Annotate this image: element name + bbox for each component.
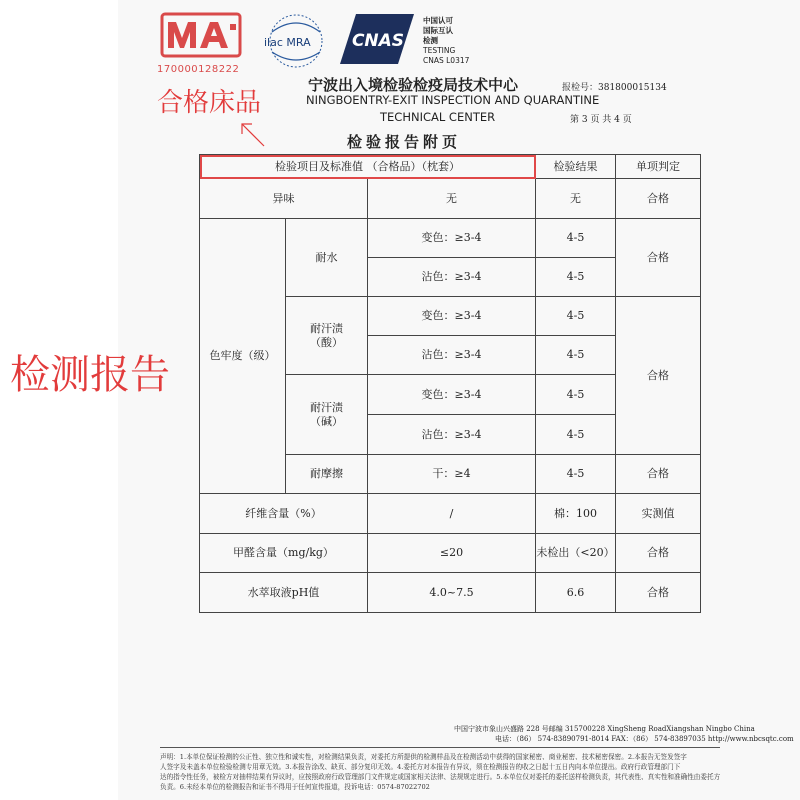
cert-line-2: 国际互认 [423,26,453,35]
cell-water-label: 耐水 [286,219,368,297]
cell-fiber-judgement: 实测值 [616,494,701,534]
cell-fiber-result: 棉：100 [536,494,616,534]
alkali-label-line-2: （碱） [310,414,343,428]
footer-address: 中国宁波市象山兴盛路 228 号邮编 315700228 XingSheng RoadXiangshan Ningbo China [454,725,755,733]
table-row [200,179,701,219]
cell-water-stain: 沾色：≥3-4 [368,258,536,297]
cell-acid-change-result: 4-5 [536,297,616,336]
report-title: 检验报告附页 [346,133,461,151]
institution-name-en-2: TECHNICAL CENTER [380,110,496,124]
cma-number: 170000128222 [157,64,240,75]
cell-alkali-change-result: 4-5 [536,375,616,415]
institution-name-cn: 宁波出入境检验检疫局技术中心 [308,76,519,94]
cell-sweat-judgement: 合格 [616,297,701,455]
alkali-label-line-1: 耐汗渍 [310,400,343,414]
page-info: 第 3 页 共 4 页 [570,115,632,125]
cell-water-change: 变色：≥3-4 [368,219,536,258]
cell-fiber-standard: / [368,494,536,534]
cell-alkali-stain: 沾色：≥3-4 [368,415,536,455]
cell-formaldehyde-judgement: 合格 [616,534,701,573]
cell-formaldehyde-result: 未检出（<20） [536,534,616,573]
table-row [200,534,701,573]
cell-acid-change: 变色：≥3-4 [368,297,536,336]
cell-rubbing-result: 4-5 [536,455,616,494]
cell-water-stain-result: 4-5 [536,258,616,297]
cell-ph-item: 水萃取液pH值 [200,573,368,613]
cell-alkali-stain-result: 4-5 [536,415,616,455]
footer-notes [160,752,720,792]
cert-line-4: TESTING [423,46,456,55]
cell-color-fastness: 色牢度（级） [200,219,286,494]
cell-acid-label [286,297,368,375]
annotation-test-report: 检测报告 [10,352,170,398]
footer-note-line: 声明：1.本单位保证检测的公正性、独立性和诚实性，对检测结果负责，对委托方所提供的检测样品及在检测活动中获得的国家秘密、商业秘密、技术秘密保密。2.本报告无签发签字 [160,753,687,761]
table-header-row [200,155,701,179]
cell-rubbing-label: 耐摩擦 [286,455,368,494]
cell-acid-stain-result: 4-5 [536,336,616,375]
cell-water-change-result: 4-5 [536,219,616,258]
cell-rubbing-standard: 干：≥4 [368,455,536,494]
table-row [200,573,701,613]
cnas-logo-text: CNAS [351,31,405,51]
cell-alkali-label [286,375,368,455]
header-result: 检验结果 [536,155,616,179]
footer-divider [160,747,720,748]
cell-alkali-change: 变色：≥3-4 [368,375,536,415]
cert-line-1: 中国认可 [423,16,453,25]
cma-logo [160,12,242,58]
cell-fiber-item: 纤维含量（%） [200,494,368,534]
cnas-cert-text [423,16,469,66]
cell-formaldehyde-item: 甲醛含量（mg/kg） [200,534,368,573]
header-item-standard: 检验项目及标准值 （合格品）（枕套） [200,155,536,179]
cell-water-judgement: 合格 [616,219,701,297]
cnas-logo [336,10,418,68]
cert-line-3: 检测 [423,36,438,45]
institution-name-en-1: NINGBOENTRY-EXIT INSPECTION AND QUARANTINE [306,93,600,107]
table-row [200,219,701,258]
cell-odor-judgement: 合格 [616,179,701,219]
acid-label-line-1: 耐汗渍 [310,321,343,335]
cell-odor-standard: 无 [368,179,536,219]
cell-ph-standard: 4.0~7.5 [368,573,536,613]
inspection-table [199,154,701,613]
cell-odor-result: 无 [536,179,616,219]
table-row [200,494,701,534]
footer-note-line: 人签字及未盖本单位检验检测专用章无效。3.本报告涂改、缺页、部分复印无效。4.委托方对本报告有异议，须在检测报告的收之日起十五日内向本单位提出。政府行政管理部门下 [160,763,681,771]
header-judgement: 单项判定 [616,155,701,179]
acid-label-line-2: （酸） [310,335,343,349]
cell-odor-item: 异味 [200,179,368,219]
cell-rubbing-judgement: 合格 [616,455,701,494]
cell-formaldehyde-standard: ≤20 [368,534,536,573]
cell-acid-stain: 沾色：≥3-4 [368,336,536,375]
ilac-mra-text: ilac MRA [264,36,311,49]
report-number: 报检号：381800015134 [562,83,667,93]
footer-note-line: 负责。6.未经本单位的检测报告和证书不得用于任何宣传报道，投诉电话：0574-87022702 [160,783,430,791]
footer-note-line: 达的指令性任务，被检方对抽样结果有异议时，应按照政府行政管理部门文件规定或国家相关法律、法规规定进行。5.本单位仅对委托的委托送样检测负责，其代表性、真实性和准确性由委托方 [160,773,720,781]
footer-contact: 电话：（86） 574-83890791-8014 FAX：（86） 574-83897035 http://www.nbcsqtc.com [495,735,794,743]
cell-ph-result: 6.6 [536,573,616,613]
cert-line-5: CNAS L0317 [423,56,470,65]
annotation-qualified-bedding: 合格床品 [157,88,262,118]
cell-ph-judgement: 合格 [616,573,701,613]
